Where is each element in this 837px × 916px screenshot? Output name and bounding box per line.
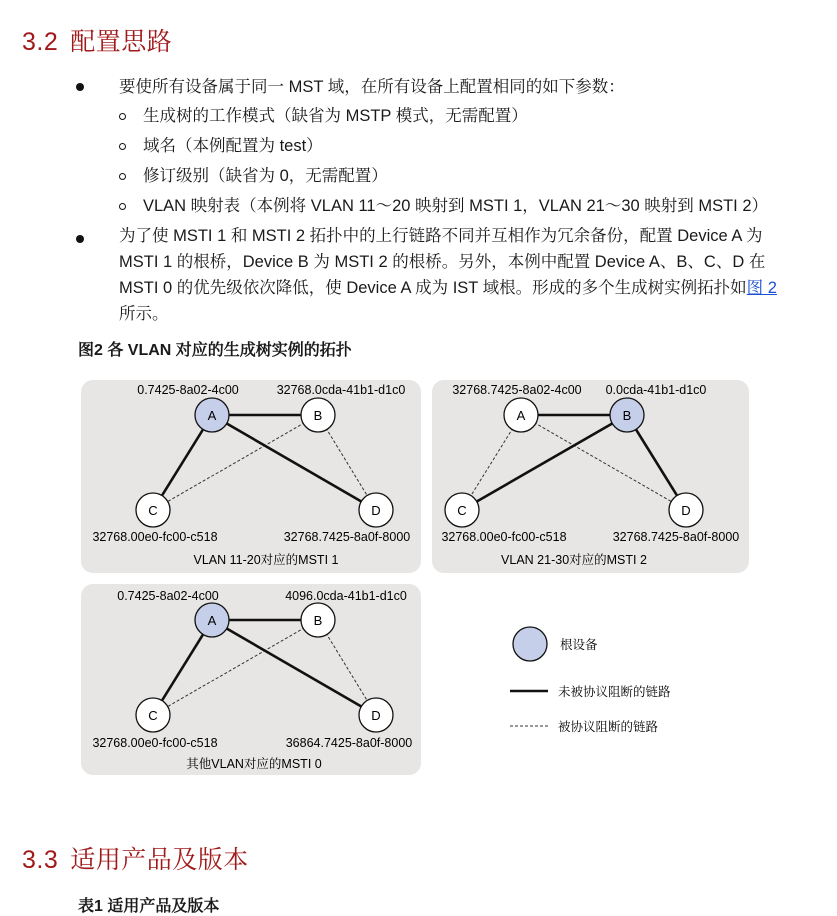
section-heading-3-3 [22,840,249,876]
sub-bullet-dot [119,203,126,210]
device-a-bridge-id: 32768.7425-8a02-4c00 [452,383,582,397]
section-heading-3-2 [22,22,172,58]
topology-panel-msti-0 [81,584,421,775]
section-title: 配置思路 [70,28,173,56]
topology-diagram-msti-2 [432,380,749,573]
bullet-1-text: 要使所有设备属于同一 MST 域，在所有设备上配置相同的如下参数： [119,78,625,96]
bullet-dot [76,83,84,91]
sub-bullet-dot [119,143,126,150]
bullet-dot [76,235,84,243]
device-b-bridge-id: 4096.0cda-41b1-d1c0 [285,589,407,603]
sub-item-3: 修订级别（缺省为 0，无需配置） [143,167,388,185]
figure-legend [505,622,725,742]
panel-label: VLAN 11-20对应的MSTI 1 [193,553,339,567]
device-d-bridge-id: 36864.7425-8a0f-8000 [285,736,413,750]
device-c-label: C [457,503,467,518]
device-a-label: A [516,408,526,423]
device-c-bridge-id: 32768.00e0-fc00-c518 [441,530,567,544]
sub-item-4: VLAN 映射表（本例将 VLAN 11～20 映射到 MSTI 1，VLAN 21～30 映射到 MSTI 2） [143,197,769,215]
legend-unblocked-link: 未被协议阻断的链路 [558,685,671,699]
device-a-label: A [207,613,217,628]
device-d-label: D [681,503,691,518]
bullet-2-line-3 [119,275,777,301]
section-number: 3.2 [22,28,59,56]
device-c-label: C [148,708,158,723]
device-c-bridge-id: 32768.00e0-fc00-c518 [92,530,218,544]
section-number: 3.3 [22,846,59,874]
device-c-label: C [148,503,158,518]
device-a-label: A [207,408,217,423]
device-d-label: D [371,503,381,518]
device-c-bridge-id: 32768.00e0-fc00-c518 [92,736,218,750]
device-d-label: D [371,708,381,723]
topology-panel-msti-2 [432,380,749,573]
legend-blocked-link: 被协议阻断的链路 [558,720,659,734]
device-d-bridge-id: 32768.7425-8a0f-8000 [283,530,411,544]
table-caption: 表1 适用产品及版本 [78,898,220,915]
device-d-bridge-id: 32768.7425-8a0f-8000 [612,530,740,544]
root-device-legend-icon [513,627,547,661]
bullet-2-line-4: 所示。 [119,305,169,323]
device-a-bridge-id: 0.7425-8a02-4c00 [117,589,219,603]
panel-label: 其他VLAN对应的MSTI 0 [186,757,322,771]
sub-bullet-dot [119,173,126,180]
figure-2-link[interactable]: 图 2 [746,279,777,297]
device-a-bridge-id: 0.7425-8a02-4c00 [137,383,239,397]
sub-bullet-dot [119,113,126,120]
panel-label: VLAN 21-30对应的MSTI 2 [501,553,647,567]
bullet-2-line-1: 为了使 MSTI 1 和 MSTI 2 拓扑中的上行链路不同并互相作为冗余备份，配置 Device A 为 [119,227,763,245]
legend-root-device: 根设备 [560,638,598,652]
topology-diagram-msti-0 [81,584,421,775]
bullet-2-line-2: MSTI 1 的根桥，Device B 为 MSTI 2 的根桥。另外，本例中配置 Device A、B、C、D 在 [119,253,766,271]
topology-panel-msti-1 [81,380,421,573]
sub-item-2: 域名（本例配置为 test） [143,137,323,155]
device-b-bridge-id: 32768.0cda-41b1-d1c0 [276,383,406,397]
device-b-bridge-id: 0.0cda-41b1-d1c0 [605,383,707,397]
device-b-label: B [313,408,323,423]
sub-item-1: 生成树的工作模式（缺省为 MSTP 模式，无需配置） [143,107,528,125]
topology-diagram-msti-1 [81,380,421,573]
active-link-b-c [462,415,627,510]
figure-caption: 图2 各 VLAN 对应的生成树实例的拓扑 [78,342,352,359]
device-b-label: B [622,408,632,423]
bullet-2-line-3-text: MSTI 0 的优先级依次降低，使 Device A 成为 IST 域根。形成的多个生成树实例拓扑如 [119,279,747,297]
section-title: 适用产品及版本 [70,846,249,874]
device-b-label: B [313,613,323,628]
